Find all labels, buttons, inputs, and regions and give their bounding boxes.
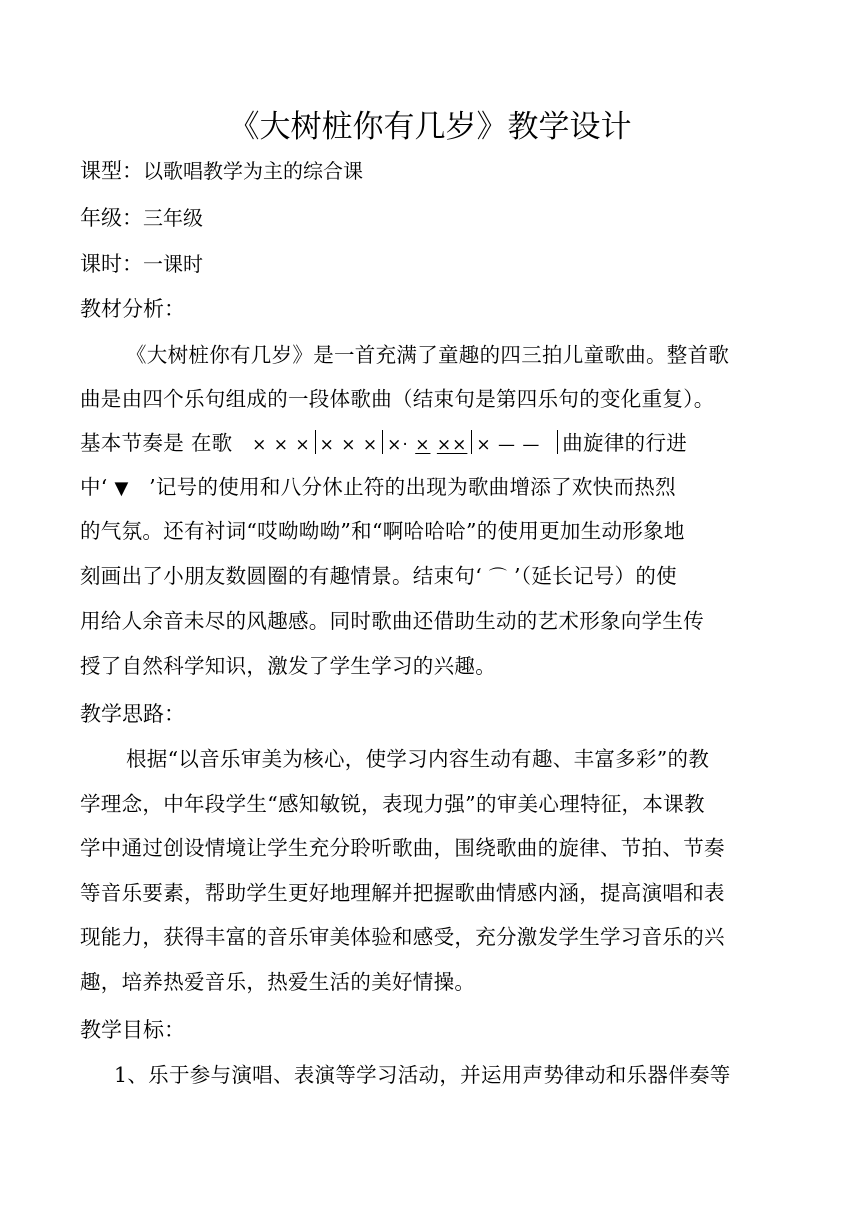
section-heading-analysis: 教材分析： [80, 297, 185, 321]
paragraph-line-rhythm [80, 428, 783, 460]
meta-value: 三年级 [143, 206, 203, 230]
paragraph-line: 《大树桩你有几岁》是一首充满了童趣的四三拍儿童歌曲。整首歌 [126, 343, 730, 367]
bar-line [471, 430, 472, 454]
text-segment: ’记号的使用和八分休止符的出现为歌曲增添了欢快而热烈 [149, 475, 676, 499]
document-title: 《大树桩你有几岁》教学设计 [228, 109, 632, 145]
paragraph-line: 根据“以音乐审美为核心，使学习内容生动有趣、丰富多彩”的教 [126, 747, 710, 771]
rhythm-measure-3c: ×× [436, 435, 468, 455]
paragraph-line: 授了自然科学知识，激发了学生学习的兴趣。 [80, 654, 496, 678]
rhythm-suffix: 曲旋律的行进 [562, 431, 688, 455]
paragraph-line: 曲是由四个乐句组成的一段体歌曲（结束句是第四乐句的变化重复）。 [80, 387, 715, 411]
paragraph-line: 的气氛。还有衬词“哎呦呦呦”和“啊哈哈哈”的使用更加生动形象地 [80, 519, 685, 543]
rhythm-measure-3a: ×· [387, 435, 409, 455]
paragraph-line: 学理念，中年段学生“感知敏锐，表现力强”的审美心理特征，本课教 [80, 792, 705, 816]
rhythm-measure-3b: × [415, 435, 431, 455]
paragraph-line: 1、乐于参与演唱、表演等学习活动，并运用声势律动和乐器伴奏等 [114, 1063, 731, 1087]
rhythm-measure-1: × × × [252, 435, 311, 455]
rhythm-prefix: 基本节奏是 在歌 [80, 431, 233, 455]
text-segment: ’（延长记号）的使 [513, 564, 677, 588]
rhythm-measure-4: × — — [476, 435, 541, 455]
text-segment: 中‘ [80, 475, 108, 499]
paragraph-line: 趣，培养热爱音乐，热爱生活的美好情操。 [80, 970, 476, 994]
paragraph-line [80, 561, 783, 593]
meta-course-type [80, 156, 363, 186]
meta-value: 以歌唱教学为主的综合课 [143, 159, 363, 183]
paragraph-line [80, 472, 783, 504]
rhythm-notation [239, 430, 562, 460]
section-heading-goals: 教学目标： [80, 1018, 185, 1042]
bar-line [315, 430, 316, 454]
paragraph-line: 用给人余音未尽的风趣感。同时歌曲还借助生动的艺术形象向学生传 [80, 609, 704, 633]
bar-line [557, 430, 558, 454]
meta-key: 课时： [80, 252, 143, 276]
section-heading-approach: 教学思路： [80, 702, 185, 726]
meta-lesson-count [80, 249, 203, 279]
meta-value: 一课时 [143, 252, 203, 276]
accent-mark-icon: ▼ [114, 478, 129, 499]
paragraph-line: 现能力，获得丰富的音乐审美体验和感受，充分激发学生学习音乐的兴 [80, 925, 725, 949]
fermata-icon: ⌒ [488, 567, 508, 588]
meta-grade [80, 203, 203, 233]
meta-key: 年级： [80, 206, 143, 230]
paragraph-line: 学中通过创设情境让学生充分聆听歌曲，围绕歌曲的旋律、节拍、节奏 [80, 836, 725, 860]
bar-line [382, 430, 383, 454]
text-segment: 刻画出了小朋友数圆圈的有趣情景。结束句‘ [80, 564, 483, 588]
meta-key: 课型： [80, 159, 143, 183]
paragraph-line: 等音乐要素，帮助学生更好地理解并把握歌曲情感内涵，提高演唱和表 [80, 881, 725, 905]
rhythm-measure-2: × × × [319, 435, 379, 455]
